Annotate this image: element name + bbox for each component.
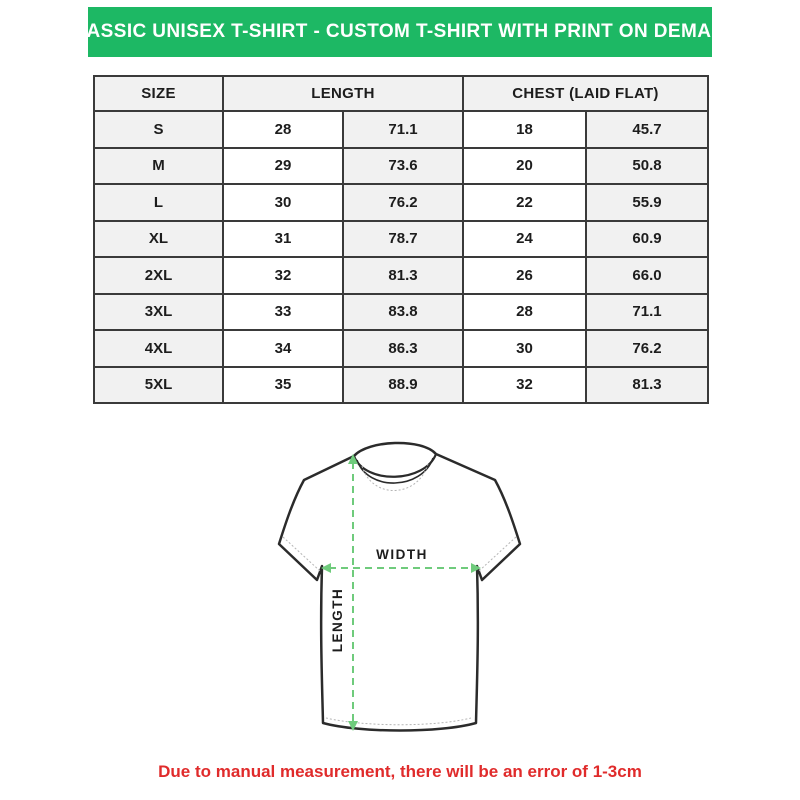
width-label: WIDTH (376, 547, 428, 562)
chest-cm-cell: 81.3 (586, 367, 708, 404)
size-table-row (94, 111, 708, 148)
size-table-row (94, 367, 708, 404)
size-table-row (94, 148, 708, 185)
length-in-cell: 35 (223, 367, 343, 404)
tshirt-diagram (250, 430, 550, 750)
length-in-cell: 32 (223, 257, 343, 294)
chest-in-cell: 22 (463, 184, 586, 221)
size-table-row (94, 184, 708, 221)
length-cm-cell: 71.1 (343, 111, 463, 148)
chest-in-cell: 20 (463, 148, 586, 185)
size-table-body (94, 111, 708, 403)
size-cell: XL (94, 221, 223, 258)
chest-cm-cell: 50.8 (586, 148, 708, 185)
length-cm-cell: 73.6 (343, 148, 463, 185)
size-cell: M (94, 148, 223, 185)
size-table-row (94, 330, 708, 367)
length-in-cell: 33 (223, 294, 343, 331)
size-cell: 5XL (94, 367, 223, 404)
chest-cm-cell: 45.7 (586, 111, 708, 148)
chest-cm-cell: 76.2 (586, 330, 708, 367)
measurement-error-note: Due to manual measurement, there will be an error of 1-3cm (158, 762, 642, 781)
length-in-cell: 29 (223, 148, 343, 185)
column-header-size: SIZE (94, 76, 223, 111)
length-in-cell: 30 (223, 184, 343, 221)
chest-in-cell: 26 (463, 257, 586, 294)
tshirt-body-outline (279, 443, 520, 731)
size-cell: S (94, 111, 223, 148)
chest-cm-cell: 66.0 (586, 257, 708, 294)
length-label: LENGTH (330, 587, 345, 653)
title-banner (60, 7, 740, 57)
size-cell: L (94, 184, 223, 221)
column-header-chest: CHEST (LAID FLAT) (463, 76, 708, 111)
chest-in-cell: 32 (463, 367, 586, 404)
tshirt-outline-svg (250, 430, 550, 750)
length-cm-cell: 76.2 (343, 184, 463, 221)
size-cell: 4XL (94, 330, 223, 367)
chest-in-cell: 18 (463, 111, 586, 148)
size-table-row (94, 294, 708, 331)
chest-in-cell: 24 (463, 221, 586, 258)
chest-in-cell: 28 (463, 294, 586, 331)
length-cm-cell: 83.8 (343, 294, 463, 331)
column-header-length: LENGTH (223, 76, 463, 111)
size-chart-table (93, 75, 709, 404)
length-in-cell: 31 (223, 221, 343, 258)
length-in-cell: 28 (223, 111, 343, 148)
length-cm-cell: 86.3 (343, 330, 463, 367)
table-header-row (94, 76, 708, 111)
size-cell: 3XL (94, 294, 223, 331)
chest-cm-cell: 60.9 (586, 221, 708, 258)
length-in-cell: 34 (223, 330, 343, 367)
chest-cm-cell: 71.1 (586, 294, 708, 331)
chest-cm-cell: 55.9 (586, 184, 708, 221)
chest-in-cell: 30 (463, 330, 586, 367)
length-cm-cell: 88.9 (343, 367, 463, 404)
size-table-row (94, 221, 708, 258)
size-cell: 2XL (94, 257, 223, 294)
length-cm-cell: 81.3 (343, 257, 463, 294)
length-cm-cell: 78.7 (343, 221, 463, 258)
page-title: CLASSIC UNISEX T-SHIRT - CUSTOM T-SHIRT WITH PRINT ON DEMAND (60, 21, 740, 42)
size-table-row (94, 257, 708, 294)
